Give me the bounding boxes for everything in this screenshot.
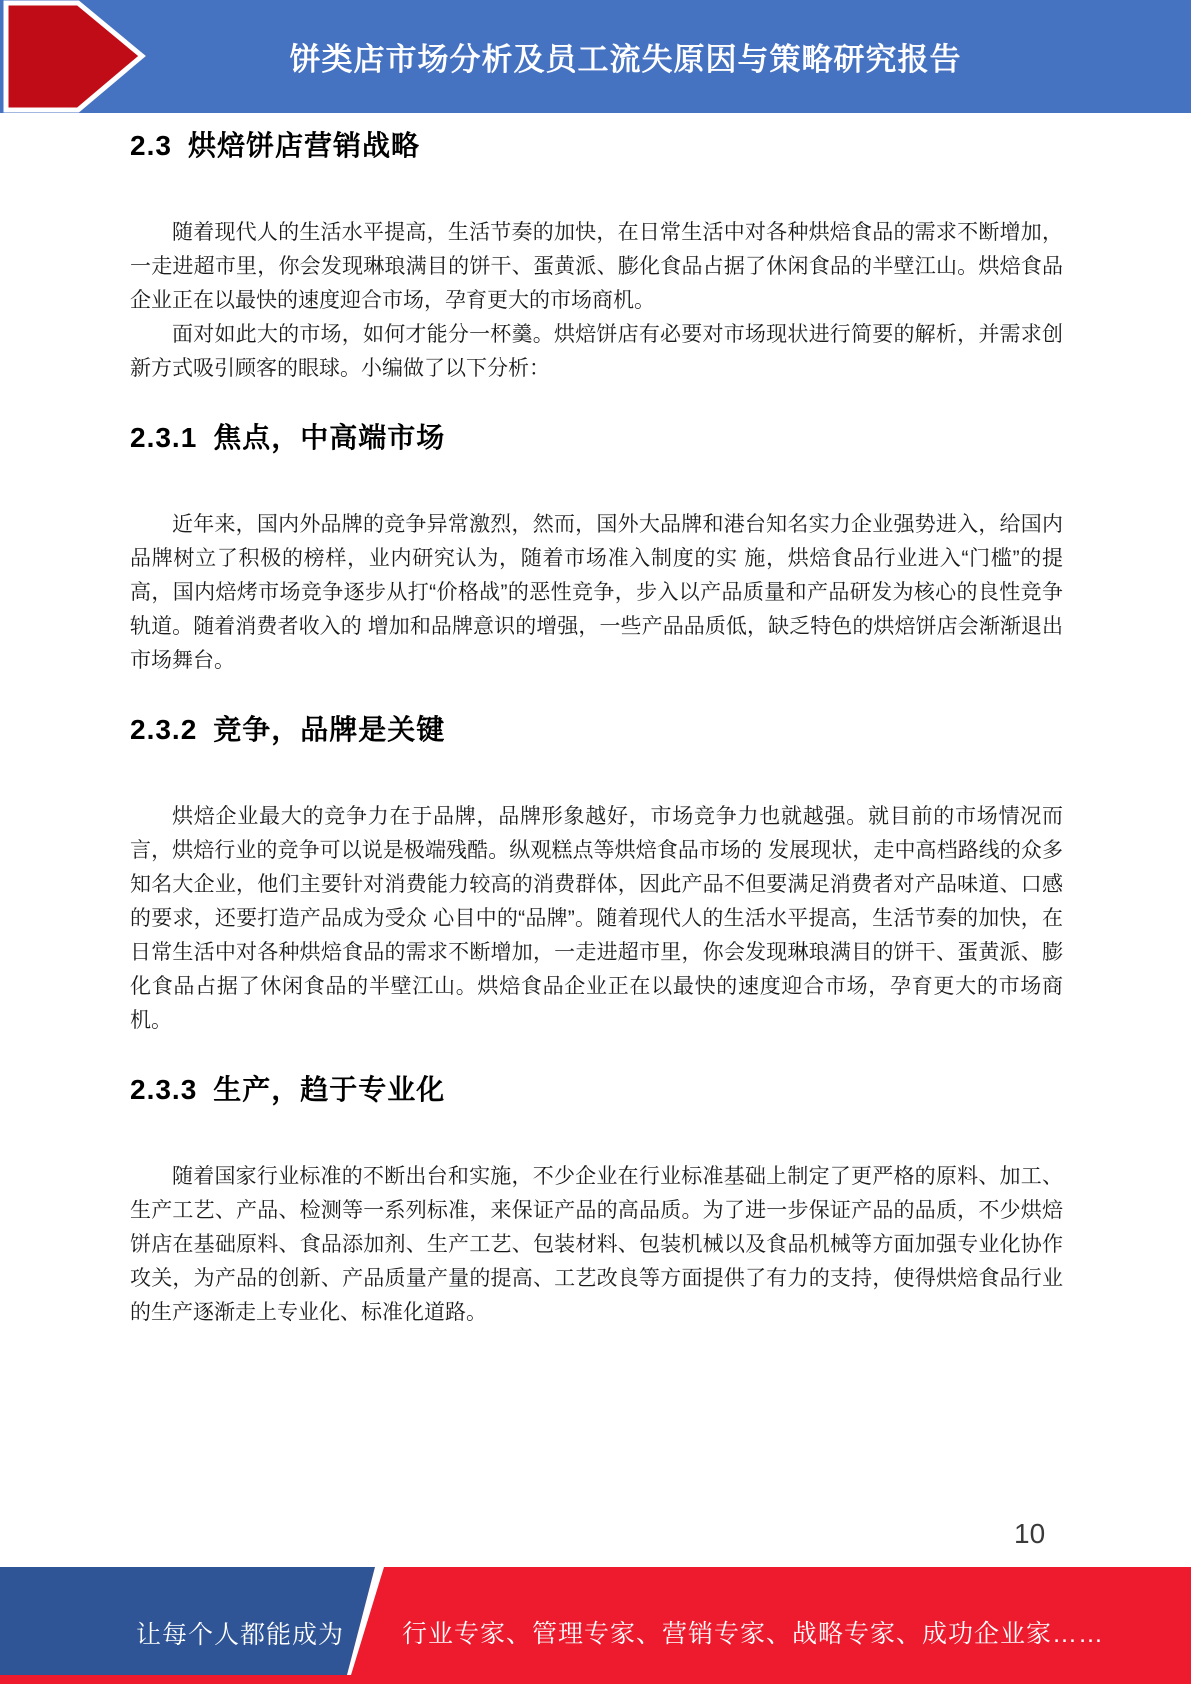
section-number: 2.3.2 — [130, 714, 198, 745]
paragraph: 随着国家行业标准的不断出台和实施，不少企业在行业标准基础上制定了更严格的原料、加工、生产工艺、产品、检测等一系列标准，来保证产品的高品质。为了进一步保证产品的品质，不少烘焙饼店在基础原料、食品添加剂、生产工艺、包装材料、包装机械以及食品机械等方面加强专业化协作攻关，为产品的创新、产品质量产量的提高、工艺改良等方面提供了有力的支持，使得烘焙食品行业的生产逐渐走上专业化、标准化道路。 — [130, 1165, 1063, 1324]
page-number: 10 — [1014, 1518, 1046, 1549]
section-number: 2.3.3 — [130, 1074, 198, 1105]
section-title: 竞争，品牌是关键 — [213, 714, 446, 745]
paragraph: 随着现代人的生活水平提高，生活节奏的加快，在日常生活中对各种烘焙食品的需求不断增加，一走进超市里，你会发现琳琅满目的饼干、蛋黄派、膨化食品占据了休闲食品的半壁江山。烘焙食品企业正在以最快的速度迎合市场，孕育更大的市场商机。 — [130, 221, 1063, 312]
section-number: 2.3 — [130, 130, 172, 161]
paragraph: 面对如此大的市场，如何才能分一杯羹。烘焙饼店有必要对市场现状进行简要的解析，并需求创新方式吸引顾客的眼球。小编做了以下分析： — [130, 323, 1063, 380]
page-header — [0, 0, 1191, 113]
page-footer — [0, 1567, 1191, 1684]
section-heading-2-3 — [130, 130, 1063, 162]
document-body — [130, 113, 1063, 1330]
footer-slogan-left: 让每个人都能成为 — [136, 1621, 345, 1649]
section-heading-2-3-1 — [130, 422, 1063, 454]
footer-slogan-right: 行业专家、管理专家、营销专家、战略专家、成功企业家…… — [402, 1620, 1105, 1648]
paragraph: 近年来，国内外品牌的竞争异常激烈，然而，国外大品牌和港台知名实力企业强势进入，给国内品牌树立了积极的榜样，业内研究认为，随着市场准入制度的实 施，烘焙食品行业进入“门槛”的提高，国内焙烤市场竞争逐步从打“价格战”的恶性竞争，步入以产品质量和产品研发为核心的良性竞争轨道。随着消费者收入的 增加和品牌意识的增强，一些产品品质低，缺乏特色的烘焙饼店会渐渐退出市场舞台。 — [130, 513, 1063, 672]
paragraph: 烘焙企业最大的竞争力在于品牌，品牌形象越好，市场竞争力也就越强。就目前的市场情况而言，烘焙行业的竞争可以说是极端残酷。纵观糕点等烘焙食品市场的 发展现状，走中高档路线的众多知名大企业，他们主要针对消费能力较高的消费群体，因此产品不但要满足消费者对产品味道、口感的要求，还要打造产品成为受众 心目中的“品牌”。随着现代人的生活水平提高，生活节奏的加快，在日常生活中对各种烘焙食品的需求不断增加，一走进超市里，你会发现琳琅满目的饼干、蛋黄派、膨化食品占据了休闲食品的半壁江山。烘焙食品企业正在以最快的速度迎合市场，孕育更大的市场商机。 — [130, 805, 1063, 1032]
section-heading-2-3-2 — [130, 714, 1063, 746]
section-title: 烘焙饼店营销战略 — [187, 130, 420, 161]
section-heading-2-3-3 — [130, 1074, 1063, 1106]
section-number: 2.3.1 — [130, 422, 198, 453]
report-title: 饼类店市场分析及员工流失原因与策略研究报告 — [289, 42, 962, 77]
section-title: 焦点，中高端市场 — [213, 422, 446, 453]
section-title: 生产，趋于专业化 — [213, 1074, 446, 1105]
red-arrow-icon — [0, 0, 160, 113]
